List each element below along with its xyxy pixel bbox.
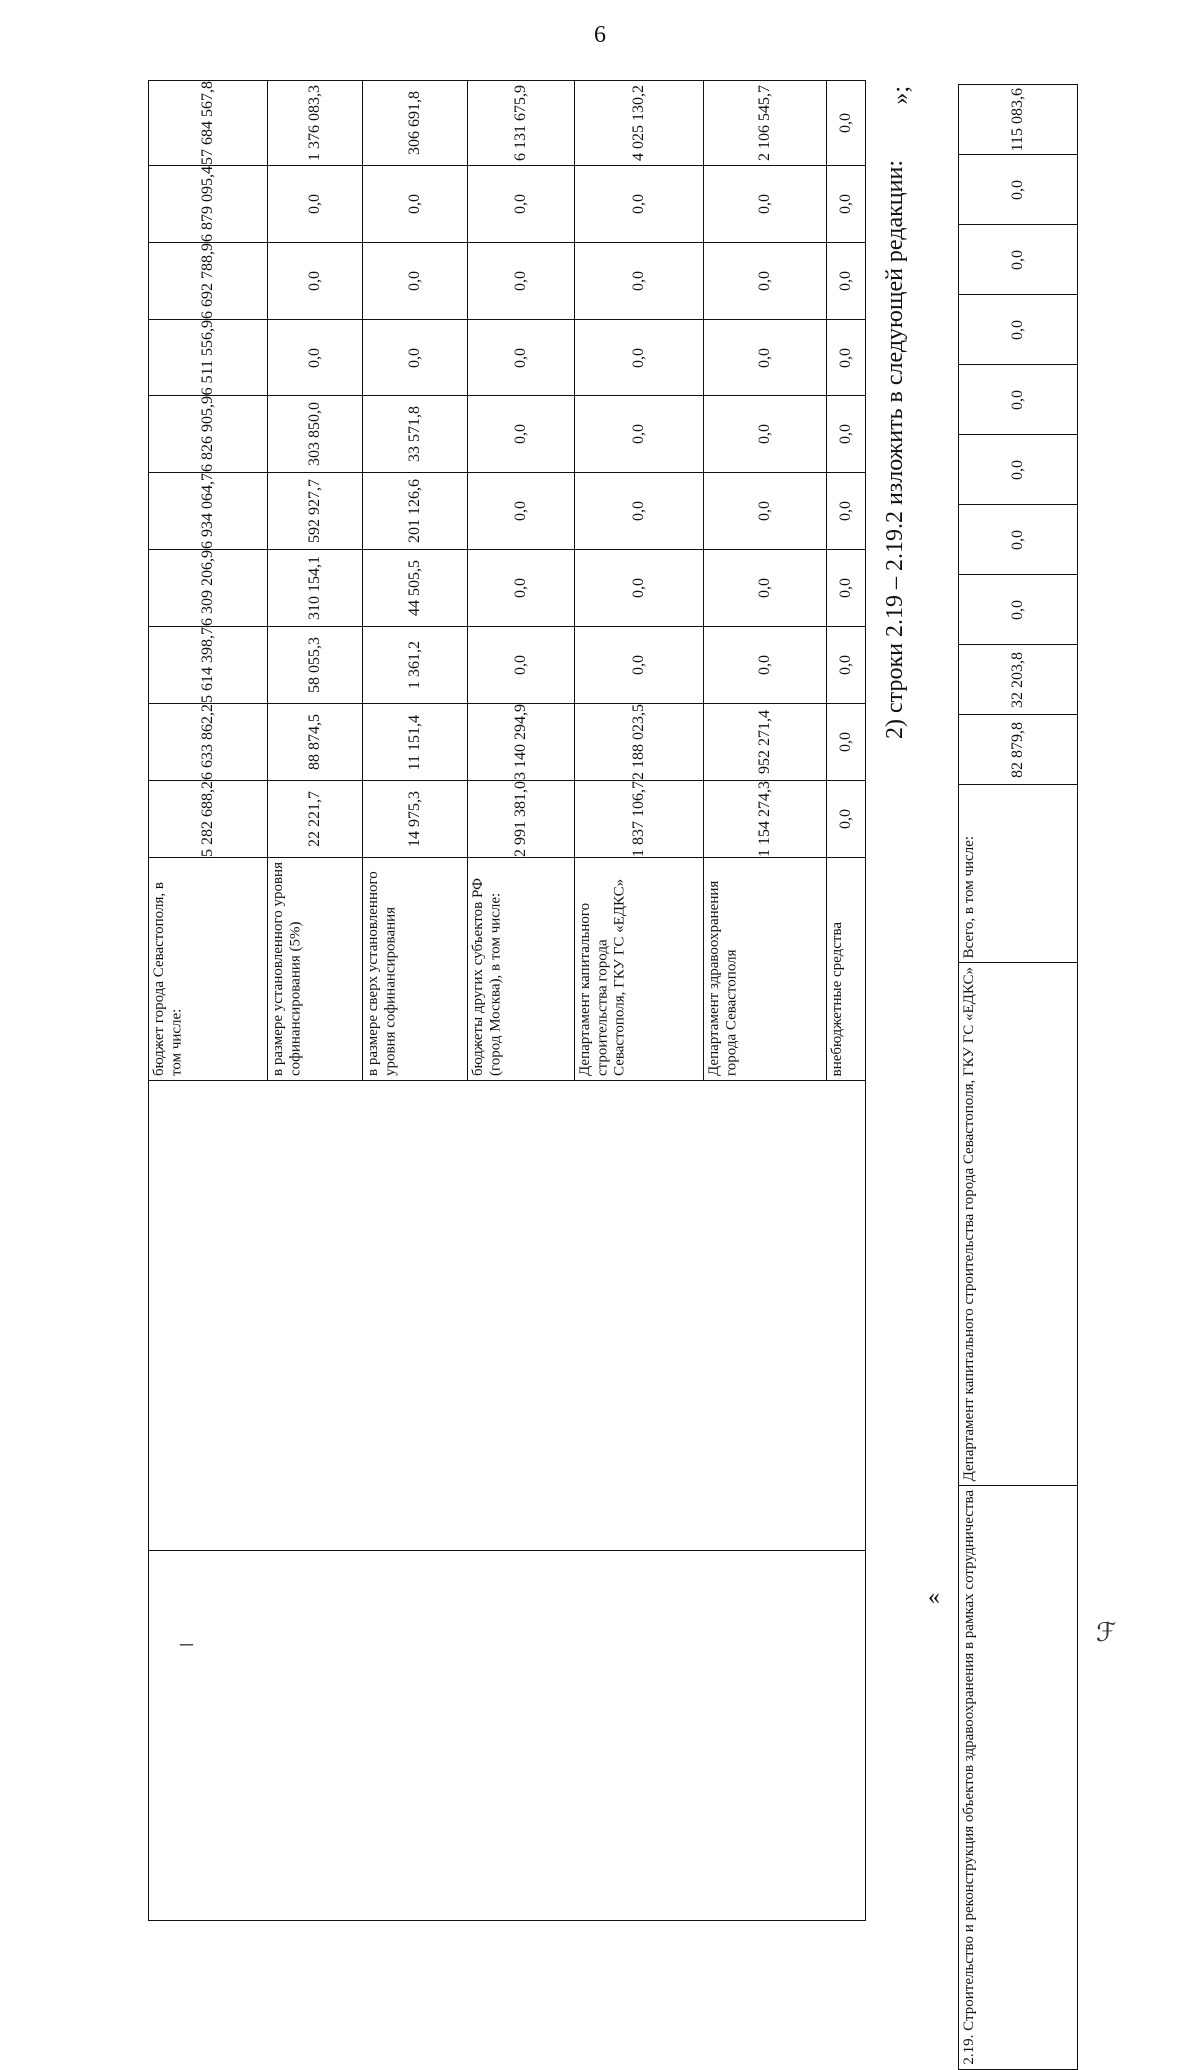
table-cell-value: 0,0 bbox=[512, 271, 529, 291]
table-cell-value: 0,0 bbox=[306, 347, 323, 368]
table-cell-value: 1 154 274,3 bbox=[756, 781, 773, 858]
table-cell-value: 6 131 675,9 bbox=[512, 85, 529, 161]
table-cell-value: 0,0 bbox=[512, 347, 529, 368]
table-cell-value: 303 850,0 bbox=[306, 402, 323, 467]
table-cell-value: 82 879,8 bbox=[1009, 721, 1026, 778]
table-cell-value: 5 614 398,7 bbox=[199, 627, 216, 704]
table-cell-value: 0,0 bbox=[1009, 249, 1026, 270]
table-cell-value: 6 309 206,9 bbox=[199, 550, 216, 627]
table-cell-value: 6 692 788,9 bbox=[199, 243, 216, 319]
table-cell-value: 0,0 bbox=[306, 271, 323, 291]
table-cell-value: 1 837 106,7 bbox=[630, 781, 647, 858]
table-cell-value: 0,0 bbox=[406, 347, 423, 368]
table-cell-value: 0,0 bbox=[756, 424, 773, 445]
table-cell-value: 201 126,6 bbox=[406, 479, 423, 544]
table-row-label: Всего, в том числе: bbox=[961, 835, 977, 958]
table-cell-value: 0,0 bbox=[756, 194, 773, 214]
table-cell-value: 2 991 381,0 bbox=[512, 781, 529, 858]
table-cell-value: 0,0 bbox=[630, 655, 647, 676]
item-name-cell: 2.19. Строительство и реконструкция объектов здравоохранения в рамках сотрудничества bbox=[961, 1490, 977, 2065]
section-caption: 2) строки 2.19 – 2.19.2 изложить в следующей редакции: bbox=[882, 160, 908, 739]
table-cell-value: 115 083,6 bbox=[1009, 87, 1026, 152]
funding-table-main bbox=[148, 80, 866, 1921]
table-cell-value: 0,0 bbox=[837, 809, 854, 830]
table-cell-value: 0,0 bbox=[756, 655, 773, 676]
table-cell-value: 5 282 688,2 bbox=[199, 781, 216, 858]
table-cell-value: 592 927,7 bbox=[306, 479, 323, 544]
margin-dash: – bbox=[180, 1628, 193, 1657]
table-cell-value: 0,0 bbox=[512, 424, 529, 445]
table-cell-value: 952 271,4 bbox=[756, 710, 773, 775]
table-row-label: Департамент здравоохранения города Севастополя bbox=[706, 881, 740, 1077]
executor-cell: Департамент капитального строительства города Севастополя, ГКУ ГС «ЕДКС» bbox=[961, 967, 977, 1482]
table-cell-value: 0,0 bbox=[512, 501, 529, 522]
table-cell-value: 0,0 bbox=[837, 501, 854, 522]
table-cell-value: 0,0 bbox=[630, 424, 647, 445]
table-cell-value: 1 361,2 bbox=[406, 641, 423, 690]
table-cell-value: 6 511 556,9 bbox=[199, 320, 216, 396]
table-cell-value: 0,0 bbox=[756, 578, 773, 599]
table-cell-value: 310 154,1 bbox=[306, 556, 323, 621]
table-cell-value: 6 826 905,9 bbox=[199, 396, 216, 473]
table-cell-value: 0,0 bbox=[630, 271, 647, 291]
table-cell-value: 0,0 bbox=[1009, 529, 1026, 550]
table-cell-value: 0,0 bbox=[1009, 179, 1026, 200]
table-cell-value: 2 188 023,5 bbox=[630, 704, 647, 781]
table-cell-value: 0,0 bbox=[837, 347, 854, 368]
close-quote: »; bbox=[888, 86, 914, 105]
table-cell-value: 0,0 bbox=[756, 501, 773, 522]
table-cell-value: 0,0 bbox=[1009, 459, 1026, 480]
table-cell-value: 0,0 bbox=[512, 578, 529, 599]
table-cell-value: 0,0 bbox=[630, 501, 647, 522]
table-cell-value: 1 376 083,3 bbox=[306, 85, 323, 161]
table-row-label: в размере установленного уровня софинансирования (5%) bbox=[270, 862, 304, 1077]
table-cell-value: 33 571,8 bbox=[406, 406, 423, 463]
table-cell-value: 0,0 bbox=[837, 732, 854, 753]
table-row-label: бюджет города Севастополя, в том числе: bbox=[151, 882, 185, 1077]
table-row-label: в размере сверх установленного уровня софинансирования bbox=[365, 871, 399, 1077]
table-cell-value: 14 975,3 bbox=[406, 791, 423, 848]
table-cell-value: 6 934 064,7 bbox=[199, 473, 216, 550]
table-cell-value: 0,0 bbox=[512, 655, 529, 676]
table-cell-value: 0,0 bbox=[630, 578, 647, 599]
table-cell-value: 3 140 294,9 bbox=[512, 704, 529, 781]
table-cell-value: 6 633 862,2 bbox=[199, 704, 216, 781]
table-row-label: Департамент капитального строительства города Севастополя, ГКУ ГС «ЕДКС» bbox=[577, 879, 628, 1077]
table-cell-value: 57 684 567,8 bbox=[199, 81, 216, 165]
table-cell-value: 306 691,8 bbox=[406, 91, 423, 155]
table-cell-value: 0,0 bbox=[406, 271, 423, 291]
table-cell-value: 0,0 bbox=[837, 424, 854, 445]
signature-mark: ℱ bbox=[1096, 1618, 1117, 1647]
table-row-label: внебюджетные средства bbox=[829, 922, 845, 1077]
table-cell-value: 0,0 bbox=[756, 347, 773, 368]
page-number: 6 bbox=[594, 22, 606, 48]
table-cell-value: 6 879 095,4 bbox=[199, 166, 216, 242]
table-row-label: бюджеты других субъектов РФ (город Москва), в том числе: bbox=[470, 878, 504, 1077]
table-cell-value: 11 151,4 bbox=[406, 714, 423, 771]
table-cell-value: 0,0 bbox=[756, 271, 773, 291]
funding-table-2-19 bbox=[958, 84, 1078, 2070]
table-cell-value: 0,0 bbox=[1009, 389, 1026, 410]
table-cell-value: 0,0 bbox=[837, 578, 854, 599]
table-cell-value: 58 055,3 bbox=[306, 637, 323, 694]
table-cell-value: 44 505,5 bbox=[406, 560, 423, 617]
table-cell-value: 0,0 bbox=[1009, 599, 1026, 620]
table-cell-value: 0,0 bbox=[837, 655, 854, 676]
table-cell-value: 0,0 bbox=[630, 347, 647, 368]
table-cell-value: 2 106 545,7 bbox=[756, 85, 773, 161]
table-empty-cell bbox=[149, 1551, 866, 1921]
open-quote: « bbox=[928, 1584, 940, 1610]
table-empty-cell bbox=[149, 1081, 866, 1551]
table-cell-value: 0,0 bbox=[837, 271, 854, 291]
table-cell-value: 0,0 bbox=[1009, 319, 1026, 340]
table-cell-value: 88 874,5 bbox=[306, 714, 323, 771]
table-cell-value: 0,0 bbox=[406, 194, 423, 214]
table-cell-value: 0,0 bbox=[512, 194, 529, 214]
table-cell-value: 22 221,7 bbox=[306, 791, 323, 848]
table-cell-value: 4 025 130,2 bbox=[630, 85, 647, 161]
table-cell-value: 0,0 bbox=[837, 194, 854, 214]
table-cell-value: 0,0 bbox=[306, 194, 323, 214]
table-cell-value: 0,0 bbox=[837, 113, 854, 133]
table-cell-value: 0,0 bbox=[630, 194, 647, 214]
table-cell-value: 32 203,8 bbox=[1009, 651, 1026, 708]
